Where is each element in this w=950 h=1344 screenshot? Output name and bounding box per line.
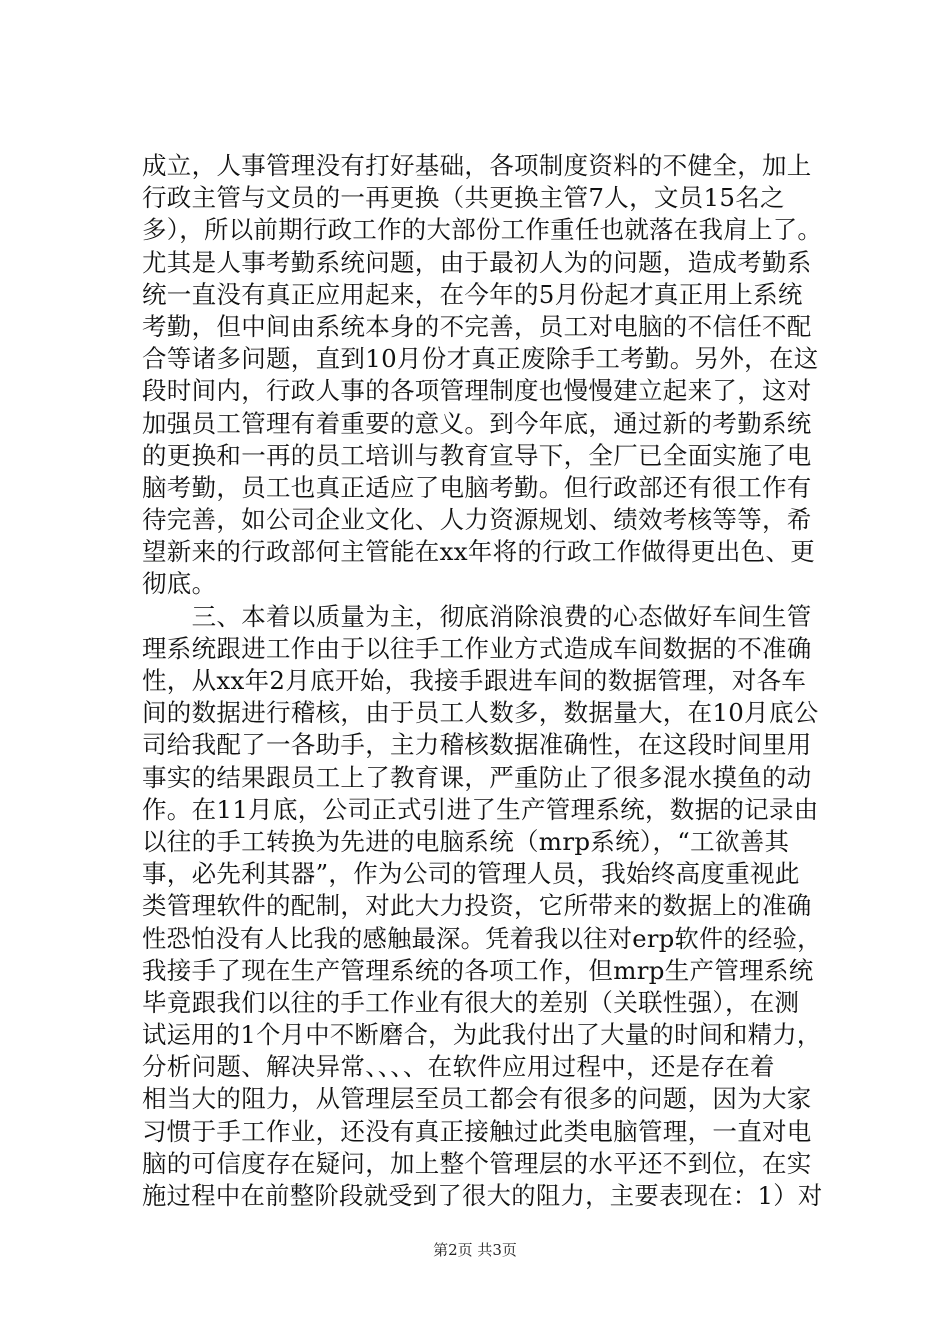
text-line: 加强员工管理有着重要的意义。到今年底，通过新的考勤系统 [142, 408, 812, 438]
text-line: 试运用的1个月中不断磨合，为此我付出了大量的时间和精力， [142, 1020, 822, 1050]
text-line: 考勤，但中间由系统本身的不完善，员工对电脑的不信任不配 [142, 311, 812, 341]
text-line: 彻底。 [142, 569, 217, 599]
text-line: 司给我配了一各助手，主力稽核数据准确性，在这段时间里用 [142, 730, 812, 760]
text-line: 性，从xx年2月底开始，我接手跟进车间的数据管理，对各车 [142, 666, 807, 695]
text-line: 以往的手工转换为先进的电脑系统（mrp系统），“工欲善其 [142, 826, 790, 856]
page-footer: 第2页 共3页 [433, 1241, 517, 1259]
text-line: 分析问题、解决异常、、、、在软件应用过程中，还是存在着 [142, 1052, 775, 1082]
text-line: 待完善，如公司企业文化、人力资源规划、绩效考核等等，希 [142, 505, 812, 535]
text-line: 脑考勤，员工也真正适应了电脑考勤。但行政部还有很工作有 [142, 472, 812, 502]
text-line: 间的数据进行稽核，由于员工人数多，数据量大，在10月底公 [142, 698, 819, 728]
text-line: 的更换和一再的员工培训与教育宣导下，全厂已全面实施了电 [142, 440, 812, 470]
body-text [142, 150, 822, 1212]
text-line: 合等诸多问题，直到10月份才真正废除手工考勤。另外，在这 [142, 344, 819, 374]
text-line: 尤其是人事考勤系统问题，由于最初人为的问题，造成考勤系 [142, 247, 812, 277]
text-line: 多），所以前期行政工作的大部份工作重任也就落在我肩上了。 [142, 215, 823, 245]
text-line: 理系统跟进工作由于以往手工作业方式造成车间数据的不准确 [142, 633, 812, 663]
text-line: 行政主管与文员的一再更换（共更换主管7人，文员15名之 [142, 183, 785, 213]
text-line: 事，必先利其器”，作为公司的管理人员，我始终高度重视此 [142, 859, 800, 889]
text-line: 望新来的行政部何主管能在xx年将的行政工作做得更出色、更 [142, 537, 816, 567]
text-line: 成立，人事管理没有打好基础，各项制度资料的不健全，加上 [142, 151, 812, 180]
text-line: 我接手了现在生产管理系统的各项工作，但mrp生产管理系统 [142, 955, 814, 985]
text-line: 事实的结果跟员工上了教育课，严重防止了很多混水摸鱼的动 [142, 762, 812, 792]
text-line: 统一直没有真正应用起来，在今年的5月份起才真正用上系统 [142, 279, 803, 309]
text-line: 三、本着以质量为主，彻底消除浪费的心态做好车间生管 [142, 601, 812, 631]
text-line: 施过程中在前整阶段就受到了很大的阻力，主要表现在：1）对 [142, 1181, 823, 1210]
text-line: 脑的可信度存在疑问，加上整个管理层的水平还不到位，在实 [142, 1148, 812, 1178]
text-line: 相当大的阻力，从管理层至员工都会有很多的问题，因为大家 [142, 1084, 812, 1114]
text-line: 类管理软件的配制，对此大力投资，它所带来的数据上的准确 [142, 891, 812, 921]
text-line: 段时间内，行政人事的各项管理制度也慢慢建立起来了，这对 [142, 376, 812, 406]
text-line: 习惯于手工作业，还没有真正接触过此类电脑管理，一直对电 [142, 1116, 812, 1146]
text-line: 毕竟跟我们以往的手工作业有很大的差别（关联性强），在测 [142, 987, 800, 1017]
text-line: 性恐怕没有人比我的感触最深。凭着我以往对erp软件的经验， [142, 923, 822, 953]
text-line: 作。在11月底，公司正式引进了生产管理系统，数据的记录由 [142, 794, 819, 824]
